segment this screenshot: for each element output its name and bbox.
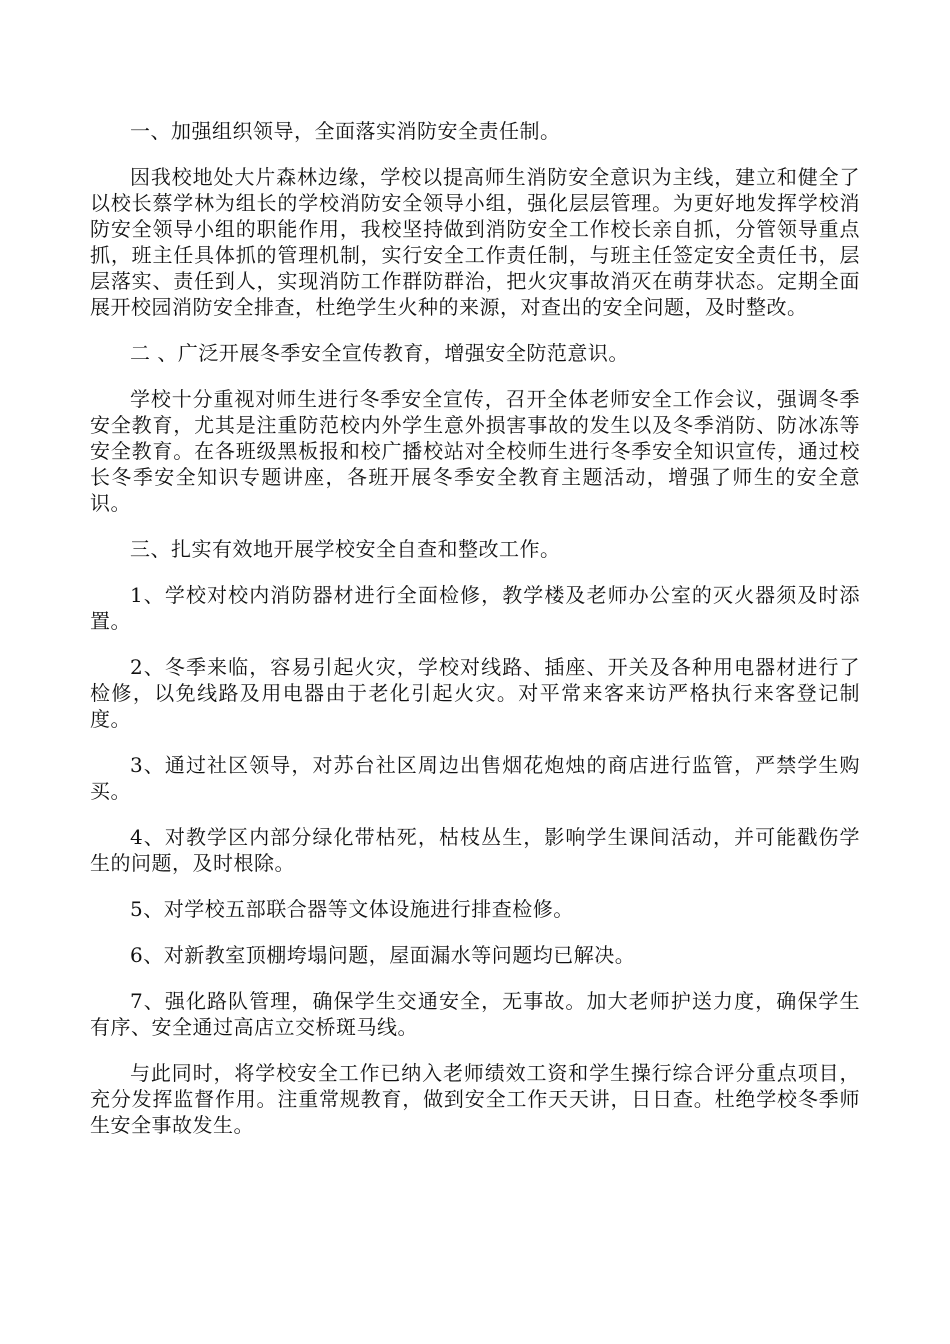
list-item-6: 6、对新教室顶棚垮塌问题，屋面漏水等问题均已解决。 — [130, 943, 636, 967]
paragraph-education: 学校十分重视对师生进行冬季安全宣传，召开全体老师安全工作会议，强调冬季安全教育，尤其是注重防范校内外学生意外损害事故的发生以及冬季消防、防冰冻等安全教育。在各班级黑板报和校广播校站对全校师生进行冬季安全知识宣传，通过校长冬季安全知识专题讲座，各班开展冬季安全教育主题活动，增强了师生的安全意识。 — [90, 387, 860, 515]
paragraph-organization: 因我校地处大片森林边缘，学校以提高师生消防安全意识为主线，建立和健全了以校长蔡学林为组长的学校消防安全领导小组，强化层层管理。为更好地发挥学校消防安全领导小组的职能作用，我校坚持做到消防安全工作校长亲自抓，分管领导重点抓，班主任具体抓的管理机制，实行安全工作责任制，与班主任签定安全责任书，层层落实、责任到人，实现消防工作群防群治，把火灾事故消灭在萌芽状态。定期全面展开校园消防安全排查，杜绝学生火种的来源，对查出的安全问题，及时整改。 — [90, 165, 860, 319]
document-body — [90, 118, 860, 1158]
section-heading-2: 二 、广泛开展冬季安全宣传教育，增强安全防范意识。 — [130, 341, 629, 365]
section-heading-3: 三、扎实有效地开展学校安全自查和整改工作。 — [130, 537, 561, 561]
paragraph-conclusion: 与此同时，将学校安全工作已纳入老师绩效工资和学生操行综合评分重点项目，充分发挥监督作用。注重常规教育，做到安全工作天天讲，日日查。杜绝学校冬季师生安全事故发生。 — [90, 1061, 860, 1137]
list-item-7: 7、强化路队管理，确保学生交通安全，无事故。加大老师护送力度，确保学生有序、安全通过高店立交桥斑马线。 — [90, 989, 860, 1039]
section-heading-1: 一、加强组织领导，全面落实消防安全责任制。 — [130, 119, 561, 143]
list-item-2: 2、冬季来临，容易引起火灾，学校对线路、插座、开关及各种用电器材进行了检修，以免线路及用电器由于老化引起火灾。对平常来客来访严格执行来客登记制度。 — [90, 655, 860, 731]
list-item-5: 5、对学校五部联合器等文体设施进行排查检修。 — [130, 897, 574, 921]
list-item-1: 1、学校对校内消防器材进行全面检修，教学楼及老师办公室的灭火器须及时添置。 — [90, 583, 860, 633]
list-item-4: 4、对教学区内部分绿化带枯死，枯枝丛生，影响学生课间活动，并可能戳伤学生的问题，及时根除。 — [90, 825, 860, 875]
list-item-3: 3、通过社区领导，对苏台社区周边出售烟花炮烛的商店进行监管，严禁学生购买。 — [90, 753, 860, 803]
